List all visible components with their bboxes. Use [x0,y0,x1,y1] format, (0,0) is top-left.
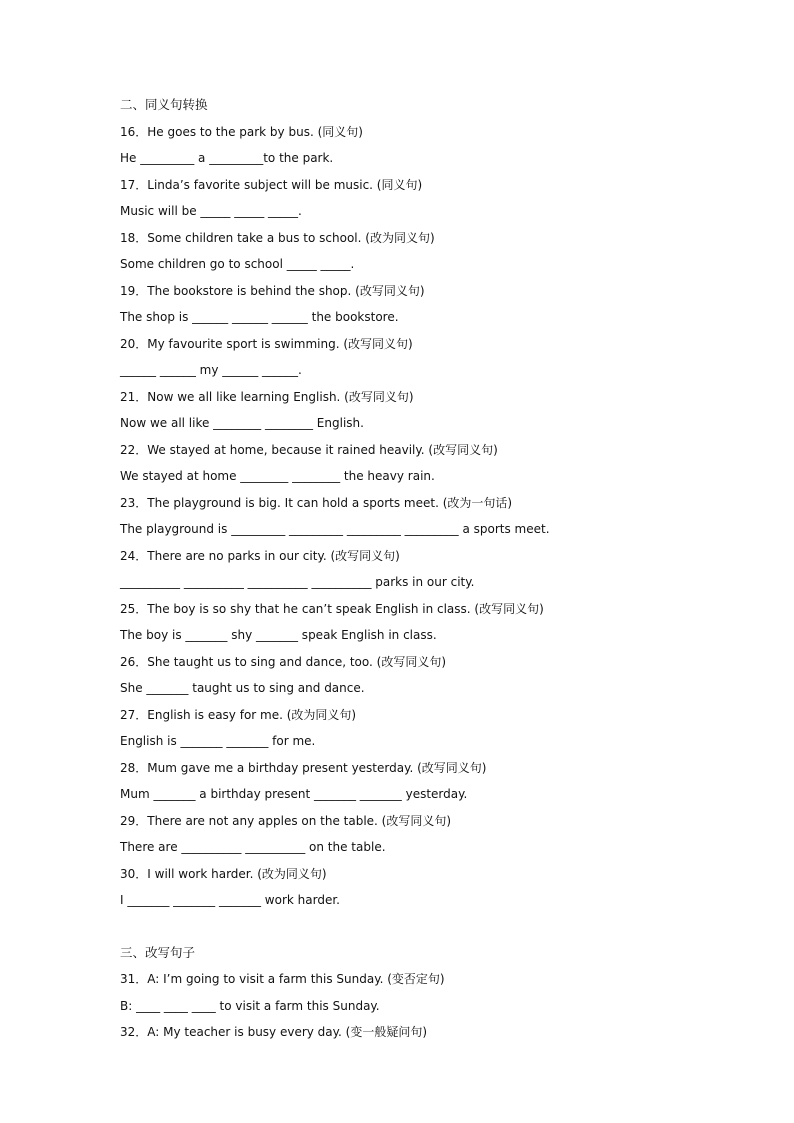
worksheet-page [120,92,760,1046]
section-heading-rewrite: 三、改写句子 [120,944,196,960]
question-22: 22．We stayed at home, because it rained heavily. (改写同义句) [120,442,498,457]
answer-17: Music will be _____ _____ _____. [120,204,302,218]
question-29: 29．There are not any apples on the table. (改写同义句) [120,813,452,828]
answer-23: The playground is _________ _________ _________ _________ a sports meet. [120,522,550,536]
answer-20: ______ ______ my ______ ______. [120,363,302,377]
question-21: 21．Now we all like learning English. (改写同义句) [120,389,414,404]
answer-31: B: ____ ____ ____ to visit a farm this Sunday. [120,998,380,1013]
question-28: 28．Mum gave me a birthday present yesterday. (改写同义句) [120,760,487,775]
question-24: 24．There are no parks in our city. (改写同义句) [120,548,400,563]
section-heading-synonym: 二、同义句转换 [120,97,208,112]
section-spacer [120,914,760,940]
answer-22: We stayed at home ________ ________ the heavy rain. [120,469,435,483]
question-31: 31．A: I’m going to visit a farm this Sunday. (变否定句) [120,972,445,986]
question-18: 18．Some children take a bus to school. (改为同义句) [120,230,435,245]
question-23: 23．The playground is big. It can hold a sports meet. (改为一句话) [120,495,513,510]
question-20: 20．My favourite sport is swimming. (改写同义句) [120,336,413,351]
answer-19: The shop is ______ ______ ______ the bookstore. [120,310,399,324]
answer-27: English is _______ _______ for me. [120,734,316,748]
question-17: 17．Linda’s favorite subject will be music. (同义句) [120,177,423,192]
question-19: 19．The bookstore is behind the shop. (改写同义句) [120,283,425,298]
answer-26: She _______ taught us to sing and dance. [120,681,365,695]
question-27: 27．English is easy for me. (改为同义句) [120,707,357,722]
question-32: 32．A: My teacher is busy every day. (变一般疑问句) [120,1025,428,1039]
answer-21: Now we all like ________ ________ English. [120,416,364,430]
answer-28: Mum _______ a birthday present _______ _______ yesterday. [120,787,468,801]
answer-30: I _______ _______ _______ work harder. [120,893,340,907]
answer-16: He _________ a _________to the park. [120,151,334,165]
answer-24: __________ __________ __________ __________ parks in our city. [120,575,475,589]
answer-18: Some children go to school _____ _____. [120,257,355,271]
question-25: 25．The boy is so shy that he can’t speak English in class. (改写同义句) [120,601,544,616]
question-30: 30．I will work harder. (改为同义句) [120,866,327,881]
question-16: 16．He goes to the park by bus. (同义句) [120,124,363,139]
answer-25: The boy is _______ shy _______ speak English in class. [120,628,437,642]
question-26: 26．She taught us to sing and dance, too. (改写同义句) [120,654,446,669]
answer-29: There are __________ __________ on the table. [120,840,386,854]
